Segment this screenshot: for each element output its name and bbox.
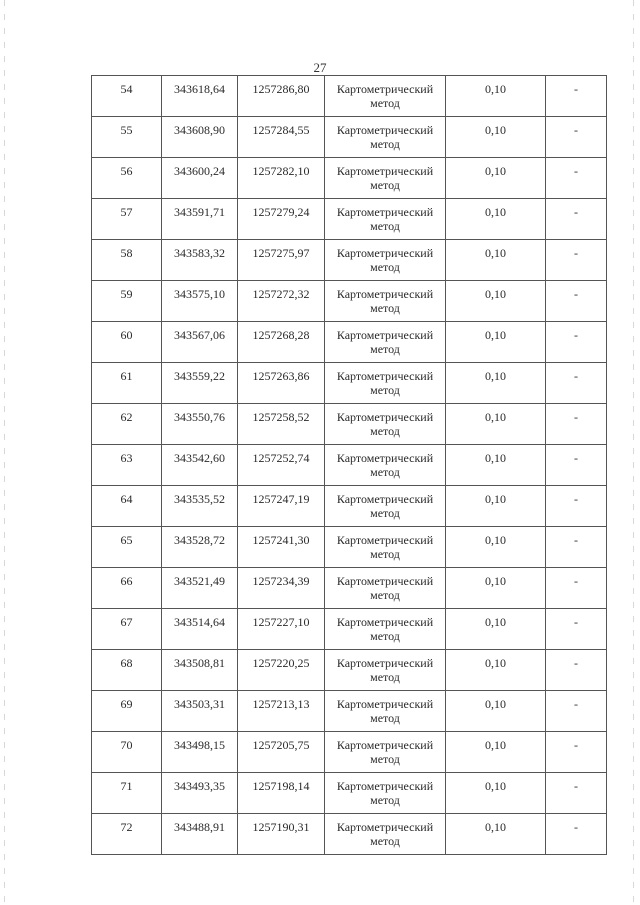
accuracy-cell — [446, 445, 546, 486]
x-coordinate-cell-text: 343493,35 — [174, 779, 225, 793]
accuracy-cell — [446, 404, 546, 445]
method-cell — [325, 486, 446, 527]
y-coordinate-cell-text: 1257190,31 — [252, 820, 310, 834]
point-number-cell-text: 70 — [120, 738, 133, 752]
table-row — [92, 691, 607, 732]
x-coordinate-cell — [162, 650, 238, 691]
table-row — [92, 117, 607, 158]
y-coordinate-cell-text: 1257272,32 — [252, 287, 310, 301]
table-row — [92, 281, 607, 322]
point-number-cell-text: 66 — [120, 574, 133, 588]
y-coordinate-cell-text: 1257279,24 — [252, 205, 310, 219]
method-cell — [325, 117, 446, 158]
method-cell — [325, 199, 446, 240]
y-coordinate-cell — [238, 281, 325, 322]
accuracy-cell — [446, 773, 546, 814]
x-coordinate-cell — [162, 281, 238, 322]
method-line-2: метод — [370, 137, 400, 151]
table-row — [92, 814, 607, 855]
method-line-1: Картометрический — [336, 287, 434, 301]
note-cell-text: - — [574, 287, 578, 301]
y-coordinate-cell-text: 1257247,19 — [252, 492, 310, 506]
point-number-cell — [92, 117, 162, 158]
note-cell-text: - — [574, 738, 578, 752]
method-line-2: метод — [370, 752, 400, 766]
x-coordinate-cell — [162, 486, 238, 527]
x-coordinate-cell-text: 343608,90 — [174, 123, 225, 137]
note-cell-text: - — [574, 451, 578, 465]
point-number-cell — [92, 650, 162, 691]
table-row — [92, 322, 607, 363]
note-cell — [546, 445, 607, 486]
method-line-1: Картометрический — [336, 82, 434, 96]
method-cell — [325, 650, 446, 691]
y-coordinate-cell — [238, 445, 325, 486]
method-cell — [325, 732, 446, 773]
method-line-2: метод — [370, 711, 400, 725]
accuracy-cell — [446, 732, 546, 773]
y-coordinate-cell — [238, 404, 325, 445]
y-coordinate-cell-text: 1257263,86 — [252, 369, 310, 383]
method-line-1: Картометрический — [336, 615, 434, 629]
note-cell — [546, 199, 607, 240]
method-cell — [325, 773, 446, 814]
point-number-cell — [92, 609, 162, 650]
x-coordinate-cell — [162, 76, 238, 117]
point-number-cell-text: 65 — [120, 533, 133, 547]
point-number-cell — [92, 199, 162, 240]
accuracy-cell — [446, 76, 546, 117]
accuracy-cell — [446, 486, 546, 527]
y-coordinate-cell — [238, 568, 325, 609]
method-line-2: метод — [370, 96, 400, 110]
method-line-1: Картометрический — [336, 779, 434, 793]
note-cell — [546, 650, 607, 691]
accuracy-cell-text: 0,10 — [485, 123, 506, 137]
note-cell-text: - — [574, 779, 578, 793]
x-coordinate-cell-text: 343583,32 — [174, 246, 225, 260]
point-number-cell — [92, 76, 162, 117]
point-number-cell — [92, 732, 162, 773]
note-cell-text: - — [574, 82, 578, 96]
method-line-2: метод — [370, 465, 400, 479]
method-line-2: метод — [370, 547, 400, 561]
y-coordinate-cell — [238, 117, 325, 158]
table-row — [92, 732, 607, 773]
note-cell-text: - — [574, 820, 578, 834]
accuracy-cell-text: 0,10 — [485, 574, 506, 588]
y-coordinate-cell-text: 1257234,39 — [252, 574, 310, 588]
note-cell-text: - — [574, 410, 578, 424]
x-coordinate-cell-text: 343503,31 — [174, 697, 225, 711]
point-number-cell-text: 64 — [120, 492, 133, 506]
y-coordinate-cell-text: 1257282,10 — [252, 164, 310, 178]
accuracy-cell-text: 0,10 — [485, 82, 506, 96]
point-number-cell-text: 71 — [120, 779, 133, 793]
accuracy-cell-text: 0,10 — [485, 615, 506, 629]
point-number-cell — [92, 691, 162, 732]
method-line-2: метод — [370, 793, 400, 807]
x-coordinate-cell-text: 343521,49 — [174, 574, 225, 588]
method-cell — [325, 76, 446, 117]
accuracy-cell — [446, 691, 546, 732]
note-cell-text: - — [574, 492, 578, 506]
accuracy-cell — [446, 363, 546, 404]
accuracy-cell — [446, 240, 546, 281]
method-cell — [325, 814, 446, 855]
method-line-2: метод — [370, 670, 400, 684]
note-cell — [546, 117, 607, 158]
point-number-cell-text: 67 — [120, 615, 133, 629]
method-line-2: метод — [370, 301, 400, 315]
point-number-cell-text: 62 — [120, 410, 133, 424]
x-coordinate-cell-text: 343575,10 — [174, 287, 225, 301]
method-cell — [325, 404, 446, 445]
method-cell — [325, 691, 446, 732]
method-line-2: метод — [370, 178, 400, 192]
point-number-cell-text: 61 — [120, 369, 133, 383]
table-row — [92, 240, 607, 281]
accuracy-cell-text: 0,10 — [485, 738, 506, 752]
method-line-1: Картометрический — [336, 410, 434, 424]
y-coordinate-cell — [238, 240, 325, 281]
table-row — [92, 363, 607, 404]
accuracy-cell-text: 0,10 — [485, 287, 506, 301]
accuracy-cell — [446, 322, 546, 363]
point-number-cell-text: 60 — [120, 328, 133, 342]
x-coordinate-cell-text: 343542,60 — [174, 451, 225, 465]
accuracy-cell — [446, 117, 546, 158]
scan-edge-left — [4, 0, 5, 905]
method-cell — [325, 363, 446, 404]
note-cell — [546, 773, 607, 814]
table-row — [92, 76, 607, 117]
y-coordinate-cell-text: 1257258,52 — [252, 410, 310, 424]
method-cell — [325, 281, 446, 322]
note-cell — [546, 322, 607, 363]
point-number-cell-text: 69 — [120, 697, 133, 711]
y-coordinate-cell — [238, 363, 325, 404]
accuracy-cell — [446, 609, 546, 650]
method-line-2: метод — [370, 219, 400, 233]
y-coordinate-cell — [238, 814, 325, 855]
y-coordinate-cell-text: 1257198,14 — [252, 779, 310, 793]
accuracy-cell-text: 0,10 — [485, 328, 506, 342]
x-coordinate-cell-text: 343591,71 — [174, 205, 225, 219]
note-cell-text: - — [574, 574, 578, 588]
scan-edge-right — [633, 0, 634, 905]
point-number-cell-text: 57 — [120, 205, 133, 219]
x-coordinate-cell-text: 343559,22 — [174, 369, 225, 383]
x-coordinate-cell — [162, 404, 238, 445]
note-cell — [546, 568, 607, 609]
x-coordinate-cell-text: 343498,15 — [174, 738, 225, 752]
point-number-cell-text: 55 — [120, 123, 133, 137]
accuracy-cell — [446, 568, 546, 609]
method-line-2: метод — [370, 424, 400, 438]
method-line-2: метод — [370, 260, 400, 274]
note-cell-text: - — [574, 369, 578, 383]
point-number-cell — [92, 404, 162, 445]
point-number-cell — [92, 363, 162, 404]
method-cell — [325, 240, 446, 281]
x-coordinate-cell — [162, 158, 238, 199]
point-number-cell — [92, 568, 162, 609]
accuracy-cell — [446, 281, 546, 322]
note-cell-text: - — [574, 615, 578, 629]
y-coordinate-cell-text: 1257241,30 — [252, 533, 310, 547]
accuracy-cell-text: 0,10 — [485, 779, 506, 793]
method-cell — [325, 527, 446, 568]
point-number-cell-text: 72 — [120, 820, 133, 834]
y-coordinate-cell-text: 1257205,75 — [252, 738, 310, 752]
y-coordinate-cell — [238, 322, 325, 363]
x-coordinate-cell — [162, 322, 238, 363]
note-cell — [546, 76, 607, 117]
y-coordinate-cell — [238, 158, 325, 199]
y-coordinate-cell — [238, 773, 325, 814]
accuracy-cell-text: 0,10 — [485, 369, 506, 383]
y-coordinate-cell — [238, 691, 325, 732]
y-coordinate-cell — [238, 527, 325, 568]
table-row — [92, 609, 607, 650]
method-line-1: Картометрический — [336, 492, 434, 506]
x-coordinate-cell-text: 343535,52 — [174, 492, 225, 506]
point-number-cell-text: 54 — [120, 82, 133, 96]
accuracy-cell-text: 0,10 — [485, 205, 506, 219]
x-coordinate-cell — [162, 199, 238, 240]
note-cell-text: - — [574, 164, 578, 178]
y-coordinate-cell-text: 1257227,10 — [252, 615, 310, 629]
y-coordinate-cell-text: 1257220,25 — [252, 656, 310, 670]
y-coordinate-cell — [238, 486, 325, 527]
y-coordinate-cell — [238, 76, 325, 117]
point-number-cell — [92, 445, 162, 486]
x-coordinate-cell-text: 343528,72 — [174, 533, 225, 547]
method-line-2: метод — [370, 588, 400, 602]
method-cell — [325, 158, 446, 199]
point-number-cell — [92, 240, 162, 281]
x-coordinate-cell — [162, 773, 238, 814]
method-cell — [325, 445, 446, 486]
table-row — [92, 404, 607, 445]
accuracy-cell-text: 0,10 — [485, 492, 506, 506]
note-cell — [546, 363, 607, 404]
x-coordinate-cell-text: 343514,64 — [174, 615, 225, 629]
y-coordinate-cell-text: 1257268,28 — [252, 328, 310, 342]
note-cell-text: - — [574, 205, 578, 219]
point-number-cell — [92, 281, 162, 322]
x-coordinate-cell-text: 343600,24 — [174, 164, 225, 178]
method-line-1: Картометрический — [336, 246, 434, 260]
method-line-1: Картометрический — [336, 369, 434, 383]
method-line-2: метод — [370, 834, 400, 848]
table-row — [92, 650, 607, 691]
x-coordinate-cell — [162, 363, 238, 404]
point-number-cell-text: 68 — [120, 656, 133, 670]
note-cell-text: - — [574, 697, 578, 711]
x-coordinate-cell — [162, 527, 238, 568]
note-cell — [546, 691, 607, 732]
accuracy-cell — [446, 527, 546, 568]
point-number-cell-text: 56 — [120, 164, 133, 178]
note-cell — [546, 404, 607, 445]
point-number-cell-text: 63 — [120, 451, 133, 465]
note-cell — [546, 814, 607, 855]
x-coordinate-cell — [162, 117, 238, 158]
accuracy-cell-text: 0,10 — [485, 410, 506, 424]
method-cell — [325, 568, 446, 609]
x-coordinate-cell-text: 343567,06 — [174, 328, 225, 342]
table-row — [92, 486, 607, 527]
y-coordinate-cell — [238, 199, 325, 240]
x-coordinate-cell — [162, 609, 238, 650]
table-row — [92, 445, 607, 486]
x-coordinate-cell — [162, 814, 238, 855]
x-coordinate-cell-text: 343618,64 — [174, 82, 225, 96]
point-number-cell — [92, 814, 162, 855]
y-coordinate-cell-text: 1257252,74 — [252, 451, 310, 465]
point-number-cell — [92, 158, 162, 199]
accuracy-cell-text: 0,10 — [485, 533, 506, 547]
note-cell-text: - — [574, 123, 578, 137]
note-cell — [546, 281, 607, 322]
note-cell-text: - — [574, 246, 578, 260]
accuracy-cell-text: 0,10 — [485, 246, 506, 260]
x-coordinate-cell — [162, 240, 238, 281]
point-number-cell-text: 59 — [120, 287, 133, 301]
coordinates-table — [91, 75, 607, 855]
method-line-1: Картометрический — [336, 820, 434, 834]
y-coordinate-cell — [238, 609, 325, 650]
note-cell-text: - — [574, 656, 578, 670]
point-number-cell — [92, 486, 162, 527]
accuracy-cell-text: 0,10 — [485, 820, 506, 834]
accuracy-cell — [446, 199, 546, 240]
method-line-1: Картометрический — [336, 533, 434, 547]
table-row — [92, 568, 607, 609]
table-row — [92, 527, 607, 568]
x-coordinate-cell — [162, 691, 238, 732]
method-line-2: метод — [370, 629, 400, 643]
note-cell — [546, 158, 607, 199]
method-line-1: Картометрический — [336, 164, 434, 178]
x-coordinate-cell — [162, 568, 238, 609]
x-coordinate-cell-text: 343488,91 — [174, 820, 225, 834]
y-coordinate-cell-text: 1257275,97 — [252, 246, 310, 260]
x-coordinate-cell — [162, 445, 238, 486]
point-number-cell-text: 58 — [120, 246, 133, 260]
x-coordinate-cell — [162, 732, 238, 773]
point-number-cell — [92, 322, 162, 363]
coordinates-table-body — [92, 76, 607, 855]
method-line-2: метод — [370, 383, 400, 397]
method-line-2: метод — [370, 342, 400, 356]
method-cell — [325, 322, 446, 363]
y-coordinate-cell-text: 1257286,80 — [252, 82, 310, 96]
x-coordinate-cell-text: 343508,81 — [174, 656, 225, 670]
method-line-1: Картометрический — [336, 205, 434, 219]
method-line-1: Картометрический — [336, 123, 434, 137]
table-row — [92, 158, 607, 199]
method-line-1: Картометрический — [336, 574, 434, 588]
method-line-1: Картометрический — [336, 328, 434, 342]
accuracy-cell — [446, 650, 546, 691]
point-number-cell — [92, 773, 162, 814]
y-coordinate-cell-text: 1257284,55 — [252, 123, 310, 137]
accuracy-cell — [446, 158, 546, 199]
method-line-1: Картометрический — [336, 697, 434, 711]
table-row — [92, 199, 607, 240]
point-number-cell — [92, 527, 162, 568]
note-cell — [546, 732, 607, 773]
accuracy-cell-text: 0,10 — [485, 164, 506, 178]
x-coordinate-cell-text: 343550,76 — [174, 410, 225, 424]
y-coordinate-cell — [238, 650, 325, 691]
method-line-1: Картометрический — [336, 738, 434, 752]
table-row — [92, 773, 607, 814]
method-line-2: метод — [370, 506, 400, 520]
note-cell — [546, 486, 607, 527]
y-coordinate-cell-text: 1257213,13 — [252, 697, 310, 711]
note-cell-text: - — [574, 533, 578, 547]
method-line-1: Картометрический — [336, 451, 434, 465]
page-number: 27 — [313, 60, 327, 75]
note-cell — [546, 240, 607, 281]
note-cell — [546, 609, 607, 650]
method-line-1: Картометрический — [336, 656, 434, 670]
method-cell — [325, 609, 446, 650]
accuracy-cell-text: 0,10 — [485, 451, 506, 465]
y-coordinate-cell — [238, 732, 325, 773]
accuracy-cell-text: 0,10 — [485, 697, 506, 711]
note-cell-text: - — [574, 328, 578, 342]
accuracy-cell — [446, 814, 546, 855]
accuracy-cell-text: 0,10 — [485, 656, 506, 670]
note-cell — [546, 527, 607, 568]
